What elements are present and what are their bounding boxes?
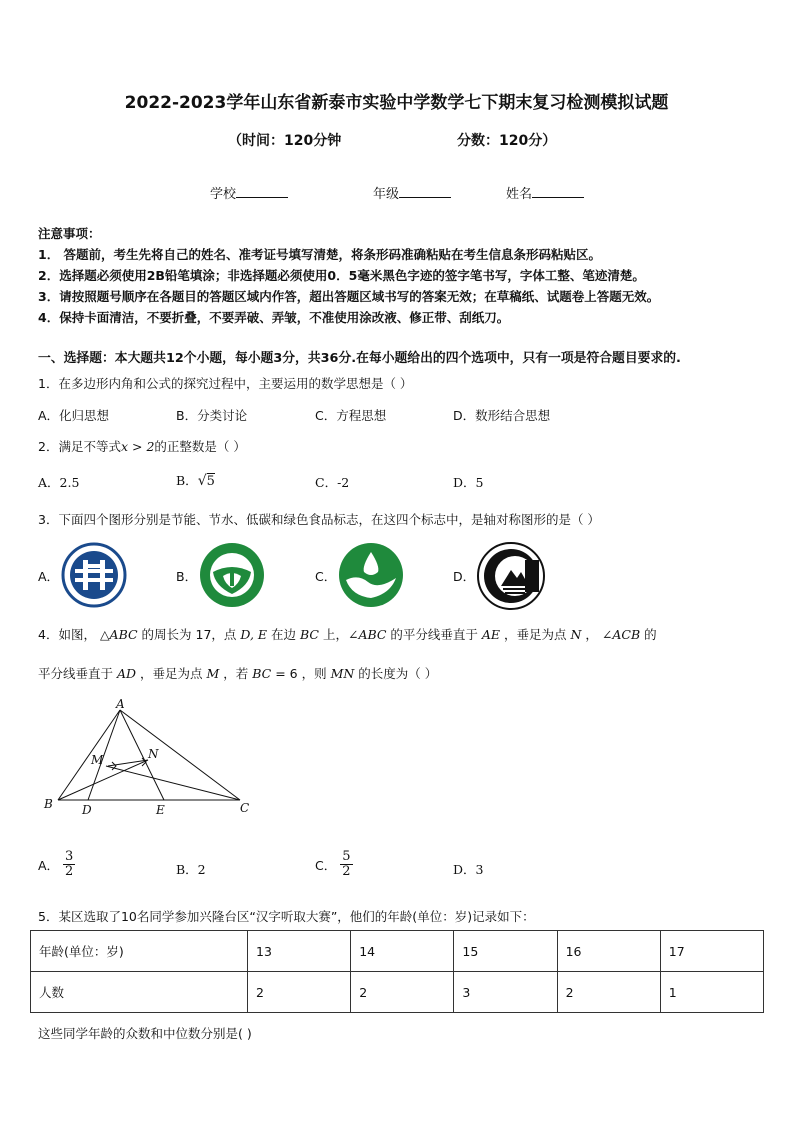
- numerator: 5: [342, 849, 351, 864]
- q4-text: 的长度为（ ）: [354, 666, 438, 681]
- label-e: E: [156, 803, 165, 817]
- q4-option-a[interactable]: [38, 850, 75, 880]
- school-label: 学校: [210, 187, 237, 202]
- q4-text: 平分线垂直于: [38, 666, 117, 681]
- label-d: D: [82, 803, 92, 817]
- grade-label: 年级: [373, 187, 400, 202]
- q3-option-c[interactable]: C．: [315, 569, 337, 584]
- q4-math: ∠ACB: [601, 627, 641, 642]
- q4-math: BC: [300, 627, 319, 642]
- q4-option-c-label: C．: [315, 857, 337, 873]
- section-heading: 一、选择题：本大题共12个小题，每小题3分，共36分.在每小题给出的四个选项中，只有一项是符合题目要求的.: [38, 351, 681, 366]
- q3-stem: 3．下面四个图形分别是节能、节水、低碳和绿色食品标志，在这四个标志中，是轴对称图形的是（ ）: [38, 512, 600, 527]
- q4-option-b[interactable]: B．2: [176, 862, 206, 877]
- green-food-logo-icon[interactable]: [199, 542, 265, 608]
- q4-math: △ABC: [99, 627, 138, 642]
- q4-text: ，若: [219, 666, 253, 681]
- q4-option-a-fraction: [63, 850, 75, 880]
- q3-option-d[interactable]: D．: [453, 569, 476, 584]
- table-cell: 15: [454, 931, 557, 972]
- q4-line-1: [38, 625, 657, 643]
- q2-option-c[interactable]: C．-2: [315, 475, 350, 490]
- note-item-4: 4．保持卡面清洁，不要折叠，不要弄破、弄皱，不准使用涂改液、修正带、刮纸刀。: [38, 310, 510, 325]
- table-cell: 1: [660, 972, 763, 1013]
- note-item-3: 3．请按照题号顺序在各题目的答题区域内作答，超出答题区域书写的答案无效；在草稿纸、试题卷上答题无效。: [38, 289, 660, 304]
- grade-field[interactable]: [373, 183, 451, 202]
- q4-line-2: [38, 664, 437, 682]
- q4-text: = 6 ，则: [271, 666, 331, 681]
- label-b: B: [44, 797, 53, 811]
- q4-math: ∠ABC: [347, 627, 387, 642]
- low-carbon-logo-icon[interactable]: [477, 542, 545, 610]
- q2-option-b[interactable]: [176, 471, 215, 489]
- bisector-c: [106, 766, 240, 800]
- label-a: A: [116, 697, 125, 711]
- school-blank[interactable]: [236, 185, 288, 198]
- note-item-1: 1． 答题前，考生先将自己的姓名、准考证号填写清楚，将条形码准确粘贴在考生信息条形码粘贴区。: [38, 247, 602, 262]
- q2-stem-pre: 2．满足不等式: [38, 439, 121, 454]
- q4-option-d[interactable]: D．3: [453, 862, 484, 877]
- name-field[interactable]: [506, 183, 584, 202]
- q4-math: MN: [330, 666, 355, 681]
- exam-score: 分数：120分）: [457, 133, 557, 149]
- notes-heading: 注意事项：: [38, 226, 101, 241]
- q4-math: N: [570, 627, 582, 642]
- name-label: 姓名: [506, 187, 533, 202]
- q4-text: 上，: [318, 627, 348, 642]
- q4-triangle-figure: [38, 696, 262, 822]
- school-field[interactable]: [210, 183, 288, 202]
- label-m: M: [91, 753, 104, 767]
- q4-text: 的平分线垂直于: [386, 627, 482, 642]
- q4-text: 4．如图，: [38, 627, 100, 642]
- label-c: C: [240, 801, 250, 815]
- table-row: [31, 972, 764, 1013]
- q3-option-b[interactable]: B．: [176, 569, 198, 584]
- q4-math: D, E: [240, 627, 268, 642]
- q2-option-b-label: B．: [176, 473, 198, 488]
- table-cell: 2: [557, 972, 660, 1013]
- table-cell: 13: [248, 931, 351, 972]
- numerator: 3: [65, 849, 74, 864]
- table-cell: 14: [351, 931, 454, 972]
- q4-option-c-fraction: [340, 850, 352, 880]
- q4-text: 的周长为 17，点: [137, 627, 241, 642]
- q2-stem-post: 的正整数是（ ）: [154, 439, 246, 454]
- note-item-2: 2．选择题必须使用2B铅笔填涂；非选择题必须使用0．5毫米黑色字迹的签字笔书写，字体工整、笔迹清楚。: [38, 268, 645, 283]
- table-cell: 2: [351, 972, 454, 1013]
- q4-text: ，垂足为点: [136, 666, 207, 681]
- q5-follow-up: 这些同学年龄的众数和中位数分别是( ): [38, 1026, 252, 1041]
- q1-option-b[interactable]: B．分类讨论: [176, 408, 248, 423]
- table-cell: 3: [454, 972, 557, 1013]
- q4-math: M: [206, 666, 220, 681]
- table-row: [31, 931, 764, 972]
- table-cell: 2: [248, 972, 351, 1013]
- q3-option-a[interactable]: A．: [38, 569, 60, 584]
- exam-time: （时间：120分钟: [228, 133, 342, 149]
- denominator: 2: [342, 864, 351, 880]
- q1-option-c[interactable]: C．方程思想: [315, 408, 387, 423]
- q1-option-d[interactable]: D．数形结合思想: [453, 408, 551, 423]
- table-cell: 17: [660, 931, 763, 972]
- q4-text: ，垂足为点: [500, 627, 571, 642]
- q4-math: AD: [116, 666, 137, 681]
- q2-stem: [38, 437, 246, 455]
- q4-text: 的: [640, 627, 657, 642]
- page-title: 2022-2023学年山东省新泰市实验中学数学七下期末复习检测模拟试题: [124, 93, 669, 113]
- q4-option-a-label: A．: [38, 857, 60, 873]
- name-blank[interactable]: [532, 185, 584, 198]
- q2-option-d[interactable]: D．5: [453, 475, 484, 490]
- q2-sqrt-arg: 5: [206, 474, 215, 489]
- grade-blank[interactable]: [399, 185, 451, 198]
- table-cell: 年龄(单位：岁): [31, 931, 248, 972]
- q2-inequality: x > 2: [120, 439, 155, 454]
- sqrt-icon: √: [197, 473, 207, 489]
- side-ac: [120, 710, 240, 800]
- q1-option-a[interactable]: A．化归思想: [38, 408, 110, 423]
- q4-math: AE: [481, 627, 501, 642]
- water-saving-logo-icon[interactable]: [338, 542, 404, 608]
- label-n: N: [148, 747, 159, 761]
- q4-math: BC: [252, 666, 272, 681]
- q5-age-table: [30, 930, 764, 1013]
- table-cell: 16: [557, 931, 660, 972]
- q4-text: ，: [581, 627, 602, 642]
- energy-saving-logo-icon[interactable]: [61, 542, 127, 608]
- denominator: 2: [65, 864, 74, 880]
- q2-option-a[interactable]: A．2.5: [38, 475, 80, 490]
- q4-text: 在边: [267, 627, 300, 642]
- q4-option-c[interactable]: [315, 850, 353, 880]
- table-cell: 人数: [31, 972, 248, 1013]
- q5-stem: 5．某区选取了10名同学参加兴隆台区“汉字听取大赛”，他们的年龄(单位：岁)记录如下：: [38, 909, 535, 924]
- q1-stem: 1．在多边形内角和公式的探究过程中，主要运用的数学思想是（ ）: [38, 376, 413, 391]
